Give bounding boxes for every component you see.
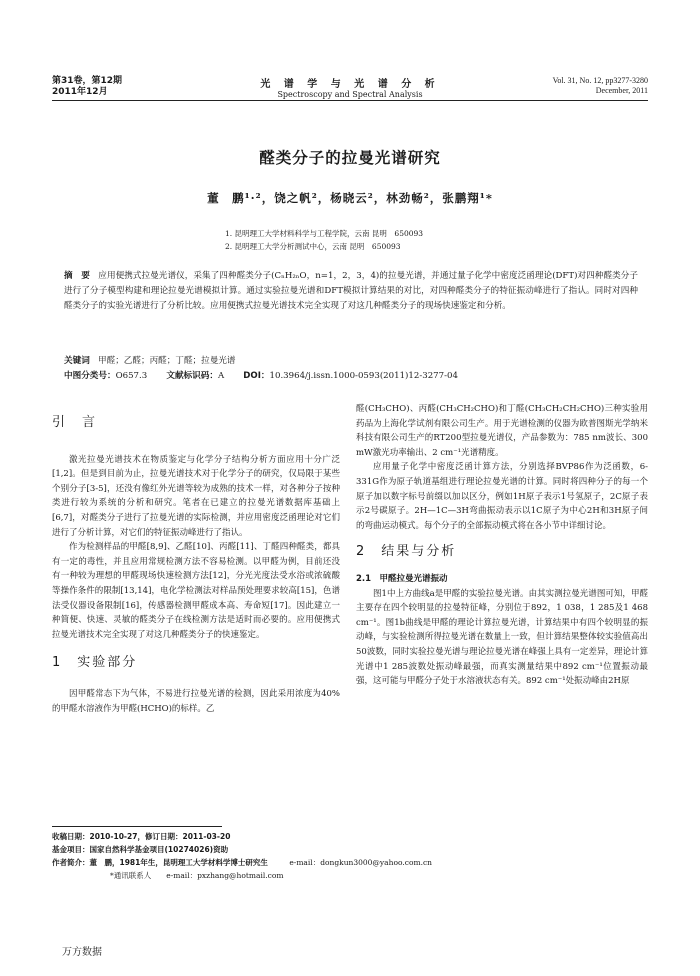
journal-citation xyxy=(553,76,648,96)
fund-info: 基金项目：国家自然科学基金项目(10274026)资助 xyxy=(52,845,229,854)
journal-name-cn: 光 谱 学 与 光 谱 分 析 xyxy=(260,79,440,90)
subsection-heading-2-1: 2.1 甲醛拉曼光谱振动 xyxy=(356,573,448,584)
paper-title: 醛类分子的拉曼光谱研究 xyxy=(259,149,441,167)
right-column xyxy=(356,402,648,689)
classification-line xyxy=(64,369,638,383)
experiment-heading: 1 实验部分 xyxy=(52,655,138,671)
clc-value: O657.3 xyxy=(115,371,148,381)
intro-paragraph-1: 激光拉曼光谱技术在物质鉴定与化学分子结构分析方面应用十分广泛[1,2]。但是到目前为止，拉曼光谱技术对于化学分子的研究，仅局限于某些个别分子[3-5]，还没有像红外光谱等较为成熟的技术一样，对各种分子按种类进行较为系统的分析和研究。笔者在已建立的拉曼光谱数据库基础上[6,7]，对醛类分子进行了拉曼光谱的实际检测，并应用密度泛函理论对它们进行了分析计算，对它们的特征振动峰进行了指认。 xyxy=(52,454,340,538)
author-email: e-mail：dongkun3000@yahoo.com.cn xyxy=(289,858,433,867)
abstract xyxy=(64,269,638,314)
left-column xyxy=(52,402,340,716)
clc-label: 中图分类号： xyxy=(64,371,116,381)
keywords xyxy=(64,354,638,368)
wanfang-watermark: 万方数据 xyxy=(62,947,102,958)
doi-value: 10.3964/j.issn.1000-0593(2011)12-3277-04 xyxy=(269,371,458,381)
journal-name xyxy=(240,75,460,100)
footnote-rule xyxy=(52,826,222,827)
date-en-text: December, 2011 xyxy=(595,86,648,95)
intro-heading: 引 言 xyxy=(52,415,98,430)
keywords-text: 甲醛；乙醛；丙醛；丁醛；拉曼光谱 xyxy=(98,356,236,366)
results-heading: 2 结果与分析 xyxy=(356,544,457,560)
experiment-paragraph-1: 因甲醛常态下为气体，不易进行拉曼光谱的检测，因此采用浓度为40%的甲醛水溶液作为甲醛(HCHO)的标样。乙 xyxy=(52,688,340,714)
journal-volume-issue xyxy=(52,76,122,98)
footnotes xyxy=(52,830,648,882)
doc-code-label: 文献标识码： xyxy=(166,371,218,381)
received-date: 收稿日期：2010-10-27，修订日期：2011-03-20 xyxy=(52,832,231,841)
affiliation-2: 2. 昆明理工大学分析测试中心，云南 昆明 650093 xyxy=(225,242,401,251)
vol-en-text: Vol. 31, No. 12, pp3277-3280 xyxy=(552,76,648,85)
doc-code-value: A xyxy=(217,371,225,381)
right-paragraph-3: 图1中上方曲线a是甲醛的实验拉曼光谱。由其实测拉曼光谱图可知，甲醛主要存在四个较明显的拉曼特征峰，分别位于892，1 038，1 285及1 468 cm⁻¹。图1b曲线是甲醛的理论计算拉曼光谱，计算结果中有四个较明显的振动峰，与实验检测所得拉曼光谱在数量上一致，但计算结果整体较实验值高出50波数，同时实验拉曼光谱与理论拉曼光谱在峰强上具有一定差异，理论计算光谱中1 285波数处振动峰最强，而真实测量结果中892 cm⁻¹位置振动最强，这可能与甲醛分子处于水溶液状态有关。892 cm⁻¹处振动峰由2H原 xyxy=(356,588,648,687)
author-bio: 作者简介：董 鹏，1981年生，昆明理工大学材料学博士研究生 xyxy=(52,858,268,867)
doi-label: DOI： xyxy=(243,371,270,381)
corresponding-author: *通讯联系人 e-mail：pxzhang@hotmail.com xyxy=(110,871,284,880)
journal-name-en: Spectroscopy and Spectral Analysis xyxy=(277,90,423,99)
keywords-label: 关键词 xyxy=(64,356,90,366)
abstract-label: 摘 要 xyxy=(64,271,90,281)
date-cn-text: 2011年12月 xyxy=(52,87,108,97)
affiliation-1: 1. 昆明理工大学材料科学与工程学院，云南 昆明 650093 xyxy=(225,229,424,238)
volume-text: 第31卷，第12期 xyxy=(52,76,123,86)
header-rule xyxy=(52,100,648,101)
intro-paragraph-2: 作为检测样品的甲醛[8,9]、乙醛[10]、丙醛[11]、丁醛四种醛类，都具有一定的毒性，并且应用常规检测方法不容易检测。以甲醛为例，目前还没有一种较为理想的甲醛现场快速检测方法[12]，分光光度法受水浴或浓硫酸等操作条件的限制[13,14]，电化学检测法对样品预处理要求较高[15]，色谱法受仪器设备限制[16]，传感器检测甲醛成本高、寿命短[17]。因此建立一种简便、快速、灵敏的醛类分子在线检测方法是适时而必要的。应用便携式拉曼光谱技术完全实现了对这几种醛类分子的快速鉴定。 xyxy=(52,542,340,640)
right-paragraph-1: 醛(CH₃CHO)、丙醛(CH₃CH₂CHO)和丁醛(CH₃CH₂CH₂CHO)三种实验用药品为上海化学试剂有限公司生产。用于光谱检测的仪器为欧普图斯光学纳米科技有限公司生产的RT200型拉曼光谱仪，产品参数为：785 nm波长、300 mW激光功率输出、2 cm⁻¹光谱精度。 xyxy=(356,404,648,458)
right-paragraph-2: 应用量子化学中密度泛函计算方法，分别选择BVP86作为泛函数，6-331G作为原子轨道基组进行理论拉曼光谱的计算。同时将四种分子的每一个原子加以数字标号前缀以加以区分，例如1H原子表示1号氢原子，2C原子表示2号碳原子。2H—1C—3H弯曲振动表示以1C原子为中心2H和3H原子间的弯曲运动模式。每个分子的全部振动模式将在各小节中详细讨论。 xyxy=(356,462,648,531)
abstract-text: 应用便携式拉曼光谱仪，采集了四种醛类分子(CₙH₂ₙO，n=1，2，3，4)的拉曼光谱，并通过量子化学中密度泛函理论(DFT)对四种醛类分子进行了分子模型构建和理论拉曼光谱模拟计算。通过实验拉曼光谱和DFT模拟计算结果的对比，对四种醛类分子的特征振动峰进行了指认。同时对四种醛类分子的实验光谱进行了分析比较。应用便携式拉曼光谱技术完全实现了对这几种醛类分子的现场快速鉴定和分析。 xyxy=(64,271,638,311)
author-list: 董 鹏¹·²，饶之帆²，杨晓云²，林劲畅²，张鹏翔¹* xyxy=(207,191,493,205)
